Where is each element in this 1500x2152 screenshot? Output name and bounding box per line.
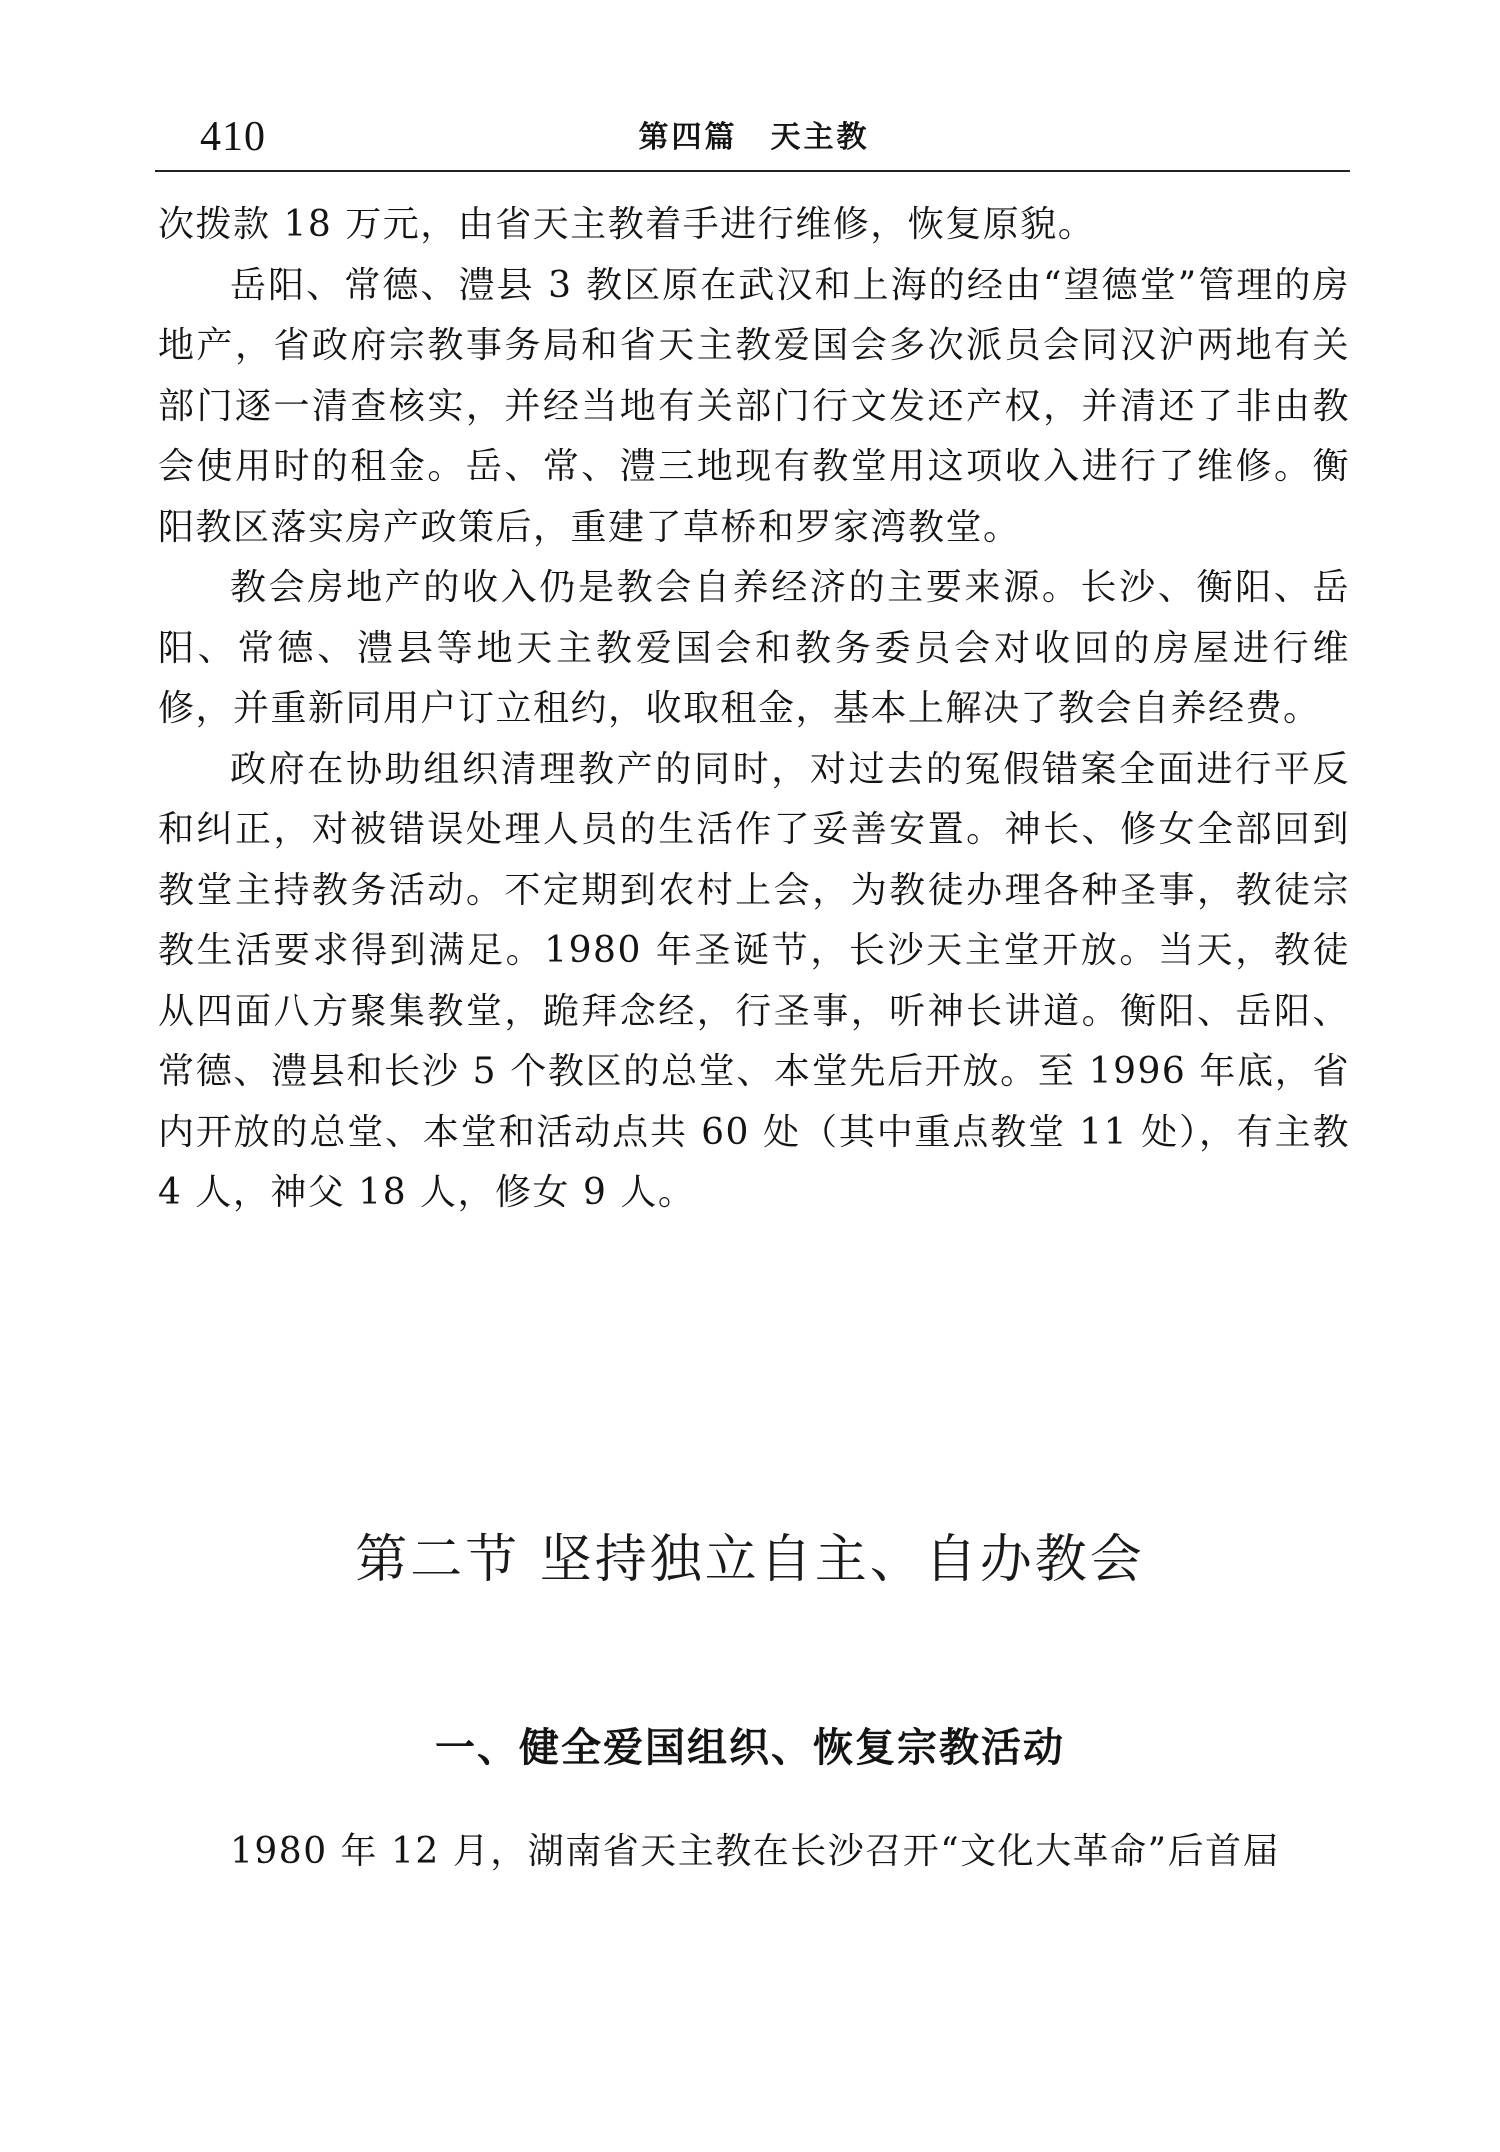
header-rule <box>155 170 1350 172</box>
paragraph-continuation: 次拨款 18 万元，由省天主教着手进行维修，恢复原貌。 <box>158 204 1096 245</box>
page-number: 410 <box>200 114 266 160</box>
paragraph-self-support: 教会房地产的收入仍是教会自养经济的主要来源。长沙、衡阳、岳阳、常德、澧县等地天主教爱国会和教务委员会对收回的房屋进行维修，并重新同用户订立租约，收取租金，基本上解决了教会自养经费。 <box>158 567 1350 729</box>
running-header-title: 第四篇 天主教 <box>638 120 870 155</box>
body-text <box>158 195 1350 1224</box>
paragraph-rehabilitation: 政府在协助组织清理教产的同时，对过去的冤假错案全面进行平反和纠正，对被错误处理人员的生活作了妥善安置。神长、修女全部回到教堂主持教务活动。不定期到农村上会，为教徒办理各种圣事，教徒宗教生活要求得到满足。1980 年圣诞节，长沙天主堂开放。当天，教徒从四面八方聚集教堂，跪拜念经，行圣事，听神长讲道。衡阳、岳阳、常德、澧县和长沙 5 个教区的总堂、本堂先后开放。至 1996 年底，省内开放的总堂、本堂和活动点共 60 处（其中重点教堂 11 处），有主教 4 人，神父 18 人，修女 9 人。 <box>158 748 1350 1213</box>
sub-heading: 一、健全爱国组织、恢复宗教活动 <box>435 1725 1065 1771</box>
paragraph-section-start: 1980 年 12 月，湖南省天主教在长沙召开“文化大革命”后首届 <box>230 1831 1281 1872</box>
running-header <box>160 108 1348 168</box>
section-heading: 第二节 坚持独立自主、自办教会 <box>355 1530 1145 1590</box>
section-body <box>158 1822 1350 1883</box>
paragraph-property-return: 岳阳、常德、澧县 3 教区原在武汉和上海的经由“望德堂”管理的房地产，省政府宗教事务局和省天主教爱国会多次派员会同汉沪两地有关部门逐一清查核实，并经当地有关部门行文发还产权，并清还了非由教会使用时的租金。岳、常、澧三地现有教堂用这项收入进行了维修。衡阳教区落实房产政策后，重建了草桥和罗家湾教堂。 <box>158 264 1350 548</box>
